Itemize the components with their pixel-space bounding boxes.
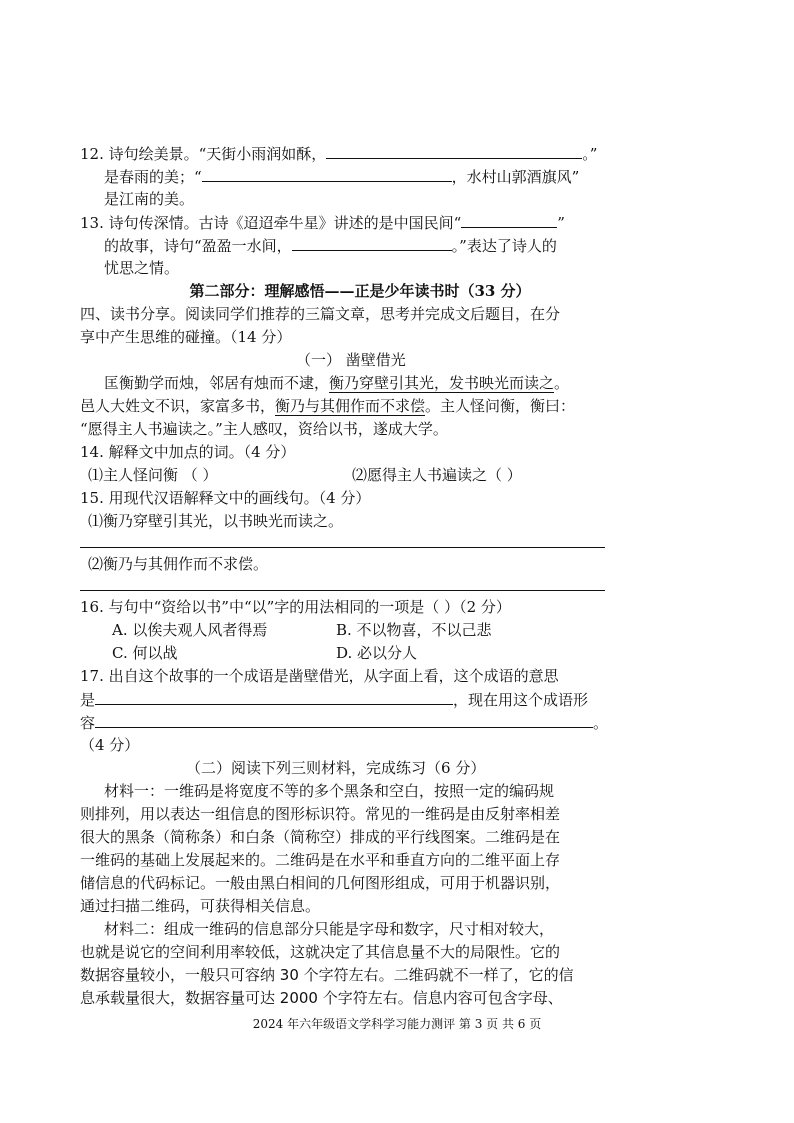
answer-blank[interactable]	[292, 235, 452, 251]
q16-option-d[interactable]: D. 必以分人	[336, 644, 418, 662]
q12-line-3: 是江南的美。	[104, 190, 195, 208]
q13-line-2: 的故事，诗句“盈盈一水间， 。”表达了诗人的	[104, 237, 557, 255]
part2-title: 第二部分：理解感悟——正是少年读书时（33 分）	[189, 282, 531, 300]
material1-line-6: 通过扫描二维码，可获得相关信息。	[80, 897, 321, 915]
q14-option-1: ⑴主人怪问衡 （ ）	[88, 466, 218, 484]
q13-line-1: 13. 诗句传深情。古诗《迢迢牵牛星》讲述的是中国民间“ ”	[80, 214, 565, 232]
q15-sentence-2: ⑵衡乃与其佣作而不求偿。	[88, 555, 269, 573]
q12-line-1: 12. 诗句绘美景。“天街小雨润如酥， 。”	[80, 145, 598, 163]
q16-option-c[interactable]: C. 何以战	[112, 644, 178, 662]
page-footer: 2024 年六年级语文学科学习能力测评 第 3 页 共 6 页	[252, 1017, 542, 1031]
answer-blank[interactable]	[95, 689, 453, 705]
material1-line-4: 一维码的基础上发展起来的。二维码是在水平和垂直方向的二维平面上存	[80, 851, 561, 869]
material2-line-2: 也就是说它的空间利用率较低，这就决定了其信息量不大的局限性。它的	[80, 943, 561, 961]
article1-para-1: 匡衡勤学而烛，邻居有烛而不逮，衡乃穿壁引其光，发书映光而读之。	[104, 374, 570, 392]
answer-blank[interactable]	[95, 712, 593, 728]
material2-line-3: 数据容量较小，一般只可容纳 30 个字符左右。二维码就不一样了，它的信	[80, 966, 574, 984]
q16-title: 16. 与句中“资给以书”中“以”字的用法相同的一项是（ ）（2 分）	[80, 598, 511, 616]
q12-line-2: 是春雨的美；“ ，水村山郭酒旗风”	[104, 168, 580, 186]
answer-blank[interactable]	[202, 166, 452, 182]
material1-line-1: 材料一：一维码是将宽度不等的多个黑条和空白，按照一定的编码规	[104, 782, 555, 800]
q14-title: 14. 解释文中加点的词。（4 分）	[80, 443, 296, 461]
article2-title: （二）阅读下列三则材料，完成练习（6 分）	[186, 759, 486, 777]
q15-title: 15. 用现代汉语解释文中的画线句。（4 分）	[80, 489, 371, 507]
sec4-line-2: 享中产生思维的碰撞。（14 分）	[80, 328, 292, 346]
answer-blank[interactable]	[326, 143, 582, 159]
q17-line-4: （4 分）	[80, 736, 140, 754]
q17-line-3: 容 。	[80, 714, 609, 732]
q16-option-a[interactable]: A. 以俟夫观人风者得焉	[112, 621, 268, 639]
q13-line-3: 忧思之情。	[104, 259, 180, 277]
sec4-line-1: 四、读书分享。阅读同学们推荐的三篇文章，思考并完成文后题目，在分	[80, 305, 561, 323]
article1-title: （一） 凿壁借光	[296, 351, 406, 369]
answer-line[interactable]	[80, 590, 605, 591]
q16-option-b[interactable]: B. 不以物喜，不以己悲	[336, 621, 492, 639]
material1-line-2: 则排列，用以表达一组信息的图形标识符。常见的一维码是由反射率相差	[80, 805, 561, 823]
material1-line-3: 很大的黑条（简称条）和白条（简称空）排成的平行线图案。二维码是在	[80, 828, 561, 846]
q15-sentence-1: ⑴衡乃穿壁引其光，以书映光而读之。	[88, 512, 344, 530]
article1-para-2: 邑人大姓文不识，家富多书，衡乃与其佣作而不求偿。主人怪问衡，衡曰：	[80, 397, 576, 415]
q17-line-2: 是 ，现在用这个成语形	[80, 691, 589, 709]
material1-line-5: 储信息的代码标记。一般由黑白相间的几何图形组成，可用于机器识别，	[80, 874, 561, 892]
material2-line-4: 息承载量很大，数据容量可达 2000 个字符左右。信息内容可包含字母、	[80, 989, 563, 1007]
answer-line[interactable]	[80, 547, 605, 548]
q14-option-2: ⑵愿得主人书遍读之（ ）	[352, 466, 522, 484]
article1-para-3: “愿得主人书遍读之。”主人感叹，资给以书，遂成大学。	[80, 420, 448, 438]
answer-blank[interactable]	[461, 212, 557, 228]
q17-line-1: 17. 出自这个故事的一个成语是凿壁借光，从字面上看，这个成语的意思	[80, 667, 559, 685]
material2-line-1: 材料二：组成一维码的信息部分只能是字母和数字，尺寸相对较大，	[104, 920, 555, 938]
